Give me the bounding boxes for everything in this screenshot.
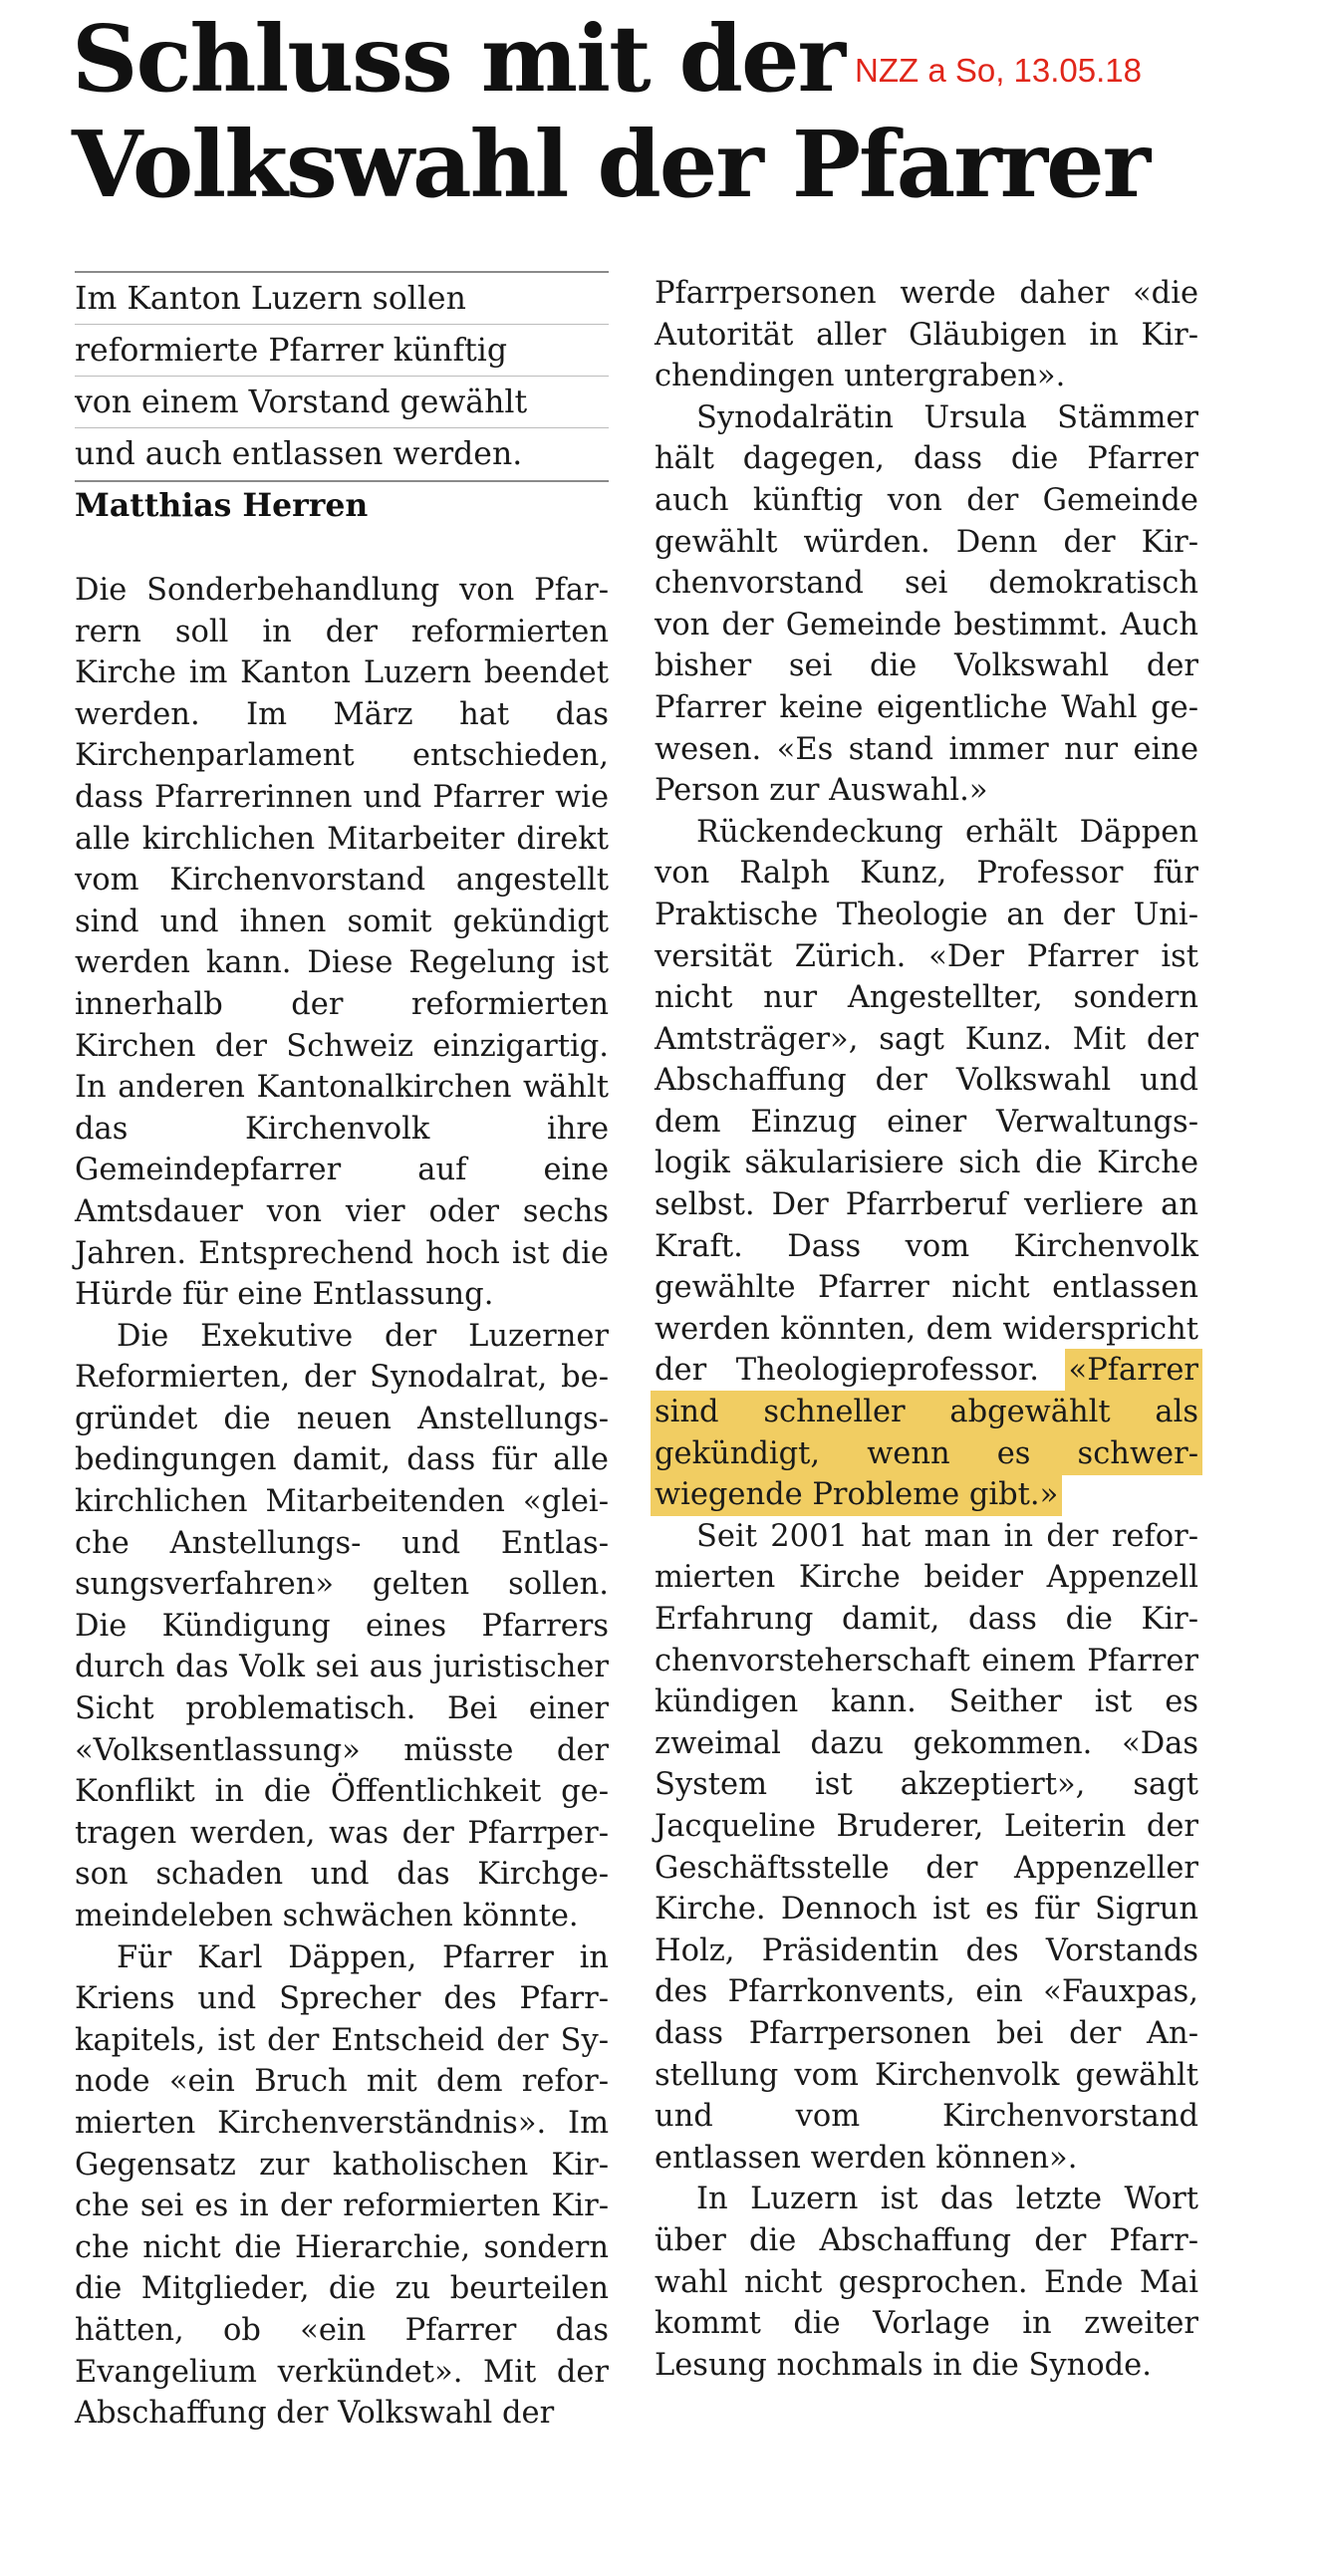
paragraph: Seit 2001 hat man in der reformierten Kirche beider Appenzell Erfahrung damit, dass die Kirchenvorsteherschaft einem Pfarrer kündigen kann. Seither ist es zweimal dazu gekommen. «Das System ist akzeptiert», sagt Jacqueline Bruderer, Leiterin der Geschäftsstelle der Appenzeller Kirche. Dennoch ist es für Sigrun Holz, Präsidentin des Vorstands des Pfarrkonvents, ein «Fauxpas, dass Pfarrpersonen bei der Anstellung vom Kirchenvolk gewählt und vom Kirchenvorstand entlassen werden können». (655, 1518, 1198, 2176)
lead-line: reformierte Pfarrer künftig (75, 333, 508, 369)
paragraph: In Luzern ist das letzte Wort über die Abschaffung der Pfarrwahl nicht gesprochen. Ende Mai kommt die Vorlage in zweiter Lesung nochmals in die Synode. (655, 2182, 1198, 2383)
paragraph: Pfarrpersonen werde daher «die Autorität aller Gläubigen in Kirchendingen untergraben». (655, 276, 1198, 394)
column-1 (75, 570, 609, 2435)
lead-line: von einem Vorstand gewählt (75, 385, 528, 420)
column-2 (655, 273, 1198, 2386)
highlighted-quote: «Pfarrer sind schneller abgewählt als gekündigt, wenn es schwerwiegende Probleme gibt.» (655, 1353, 1198, 1513)
author: Matthias Herren (75, 487, 369, 524)
paragraph: Die Exekutive der Luzerner Reformierten, der Synodalrat, begründet die neuen Anstellungsbedingungen damit, dass für alle kirchlichen Mitarbeitenden «gleiche Anstellungs- und Entlassungsverfahren» gelten sollen. Die Kündigung eines Pfarrers durch das Volk sei aus juristischer Sicht problematisch. Bei einer «Volksentlassung» müsste der Konflikt in die Öffentlichkeit getragen werden, was der Pfarrperson schaden und das Kirchgemeindeleben schwächen könnte. (75, 1318, 609, 1933)
source-date: NZZ a So, 13.05.18 (855, 52, 1142, 89)
lead (75, 273, 609, 480)
headline-text: Schluss mit der Volkswahl der Pfarrer (72, 5, 1150, 218)
paragraph: Synodalrätin Ursula Stämmer hält dagegen, dass die Pfarrer auch künftig von der Gemeinde gewählt würden. Denn der Kirchenvorstand sei demokratisch von der Gemeinde bestimmt. Auch bisher sei die Volkswahl der Pfarrer keine eigentliche Wahl gewesen. «Es stand immer nur eine Person zur Auswahl.» (655, 399, 1198, 809)
paragraph: Für Karl Däppen, Pfarrer in Kriens und Sprecher des Pfarrkapitels, ist der Entscheid der Synode «ein Bruch mit dem reformierten Kirchenverständnis». Im Gegensatz zur katholischen Kirche sei es in der reformierten Kirche nicht die Hierarchie, sondern die Mitglieder, die zu beurteilen hätten, ob «ein Pfarrer das Evangelium verkündet». Mit der Abschaffung der Volkswahl der (75, 1939, 609, 2432)
paragraph: Die Sonderbehandlung von Pfarrern soll in der reformierten Kirche im Kanton Luzern beendet werden. Im März hat das Kirchenparlament entschieden, dass Pfarrerinnen und Pfarrer wie alle kirchlichen Mitarbeiter direkt vom Kirchenvorstand angestellt sind und ihnen somit gekündigt werden kann. Diese Regelung ist innerhalb der reformierten Kirchen der Schweiz einzigartig. In anderen Kantonalkirchen wählt das Kirchenvolk ihre Gemeindepfarrer auf eine Amtsdauer von vier oder sechs Jahren. Entsprechend hoch ist die Hürde für eine Entlassung. (75, 573, 609, 1313)
headline (72, 6, 1317, 217)
lead-line: und auch entlassen werden. (75, 436, 523, 472)
lead-line: Im Kanton Luzern sollen (75, 281, 466, 317)
paragraph (655, 812, 1198, 1516)
paragraph-text: Rückendeckung erhält Däppen von Ralph Kunz, Professor für Praktische Theologie an der Universität Zürich. «Der Pfarrer ist nicht nur Angestellter, sondern Amtsträger», sagt Kunz. Mit der Abschaffung der Volkswahl und dem Einzug einer Verwaltungslogik säkularisiere sich die Kirche selbst. Der Pfarrberuf verliere an Kraft. Dass vom Kirchenvolk gewählte Pfarrer nicht entlassen werden könnten, dem widerspricht der Theologieprofessor. (655, 814, 1198, 1389)
